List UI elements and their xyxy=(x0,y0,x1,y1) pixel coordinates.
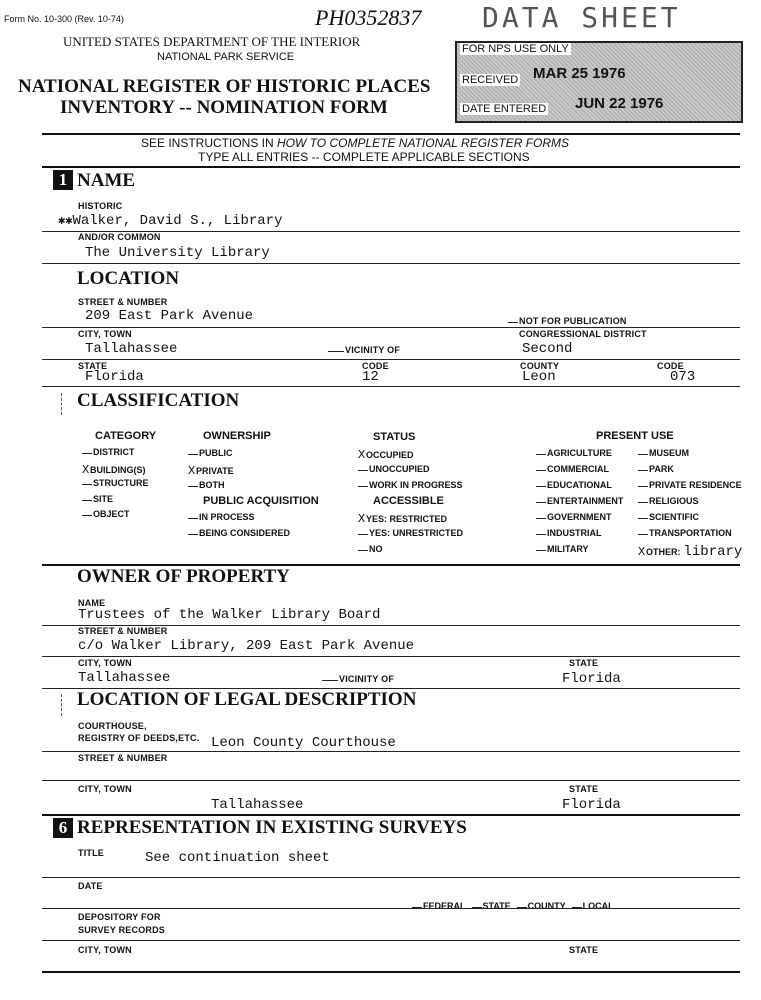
divider xyxy=(42,133,740,135)
checkbox-mark xyxy=(638,470,648,471)
received-label: RECEIVED xyxy=(462,74,519,86)
checkbox-mark xyxy=(82,515,92,516)
other-value: library xyxy=(683,544,743,560)
checkbox-mark xyxy=(358,534,368,535)
form-number: Form No. 10-300 (Rev. 10-74) xyxy=(4,14,124,24)
option-label: SITE xyxy=(93,493,114,504)
option-label: PARK xyxy=(649,464,674,474)
city-label: CITY, TOWN xyxy=(78,329,132,339)
level-county[interactable] xyxy=(517,901,566,911)
option-label: PUBLIC xyxy=(199,448,233,458)
checkbox-mark xyxy=(638,486,648,487)
section-title-name: NAME xyxy=(77,170,136,191)
county-code: 073 xyxy=(670,369,696,385)
use-commercial[interactable] xyxy=(536,464,609,474)
survey-title-label: TITLE xyxy=(78,848,104,858)
ownership-header: OWNERSHIP xyxy=(203,430,271,442)
option-label: UNOCCUPIED xyxy=(369,464,430,474)
state-code: 12 xyxy=(362,369,379,385)
legal-street-label: STREET & NUMBER xyxy=(78,753,168,763)
status-unoccupied[interactable] xyxy=(358,464,430,474)
checkbox-mark xyxy=(536,454,546,455)
ownership-private[interactable] xyxy=(188,464,234,478)
checkbox-mark xyxy=(358,550,368,551)
use-park[interactable] xyxy=(638,464,674,474)
code-label: CODE xyxy=(362,361,389,371)
option-label: STRUCTURE xyxy=(93,478,149,488)
nps-use-label: FOR NPS USE ONLY xyxy=(462,43,569,55)
option-label: OTHER: xyxy=(646,547,681,557)
divider xyxy=(42,263,740,264)
divider xyxy=(42,359,740,360)
option-label: COMMERCIAL xyxy=(547,464,609,474)
instructions-line1: SEE INSTRUCTIONS IN HOW TO COMPLETE NATIONAL REGISTER FORMS xyxy=(141,136,570,150)
checkbox-mark xyxy=(358,470,368,471)
checkbox-mark xyxy=(638,534,648,535)
congressional-label: CONGRESSIONAL DISTRICT xyxy=(519,329,647,339)
use-entertainment[interactable] xyxy=(536,496,623,506)
checkbox-mark xyxy=(638,502,648,503)
use-agriculture[interactable] xyxy=(536,448,612,458)
margin-mark xyxy=(61,694,62,716)
acquisition-being-considered[interactable] xyxy=(188,528,290,538)
ownership-both[interactable] xyxy=(188,480,225,490)
use-private-residence[interactable] xyxy=(638,480,742,490)
divider xyxy=(42,814,740,816)
checkbox-mark xyxy=(188,486,198,487)
status-header: STATUS xyxy=(373,431,416,443)
checkbox-mark: X xyxy=(188,464,196,478)
congressional-value: Second xyxy=(522,341,573,357)
checkbox-mark xyxy=(536,550,546,551)
checkbox-mark: X xyxy=(82,462,90,477)
use-industrial[interactable] xyxy=(536,528,602,538)
option-label: NO xyxy=(369,544,383,554)
stamp-id: PH0352837 xyxy=(315,5,422,30)
divider xyxy=(42,940,740,941)
checkbox-mark xyxy=(82,484,92,485)
street-value: 209 East Park Avenue xyxy=(85,308,254,324)
section-title-location: LOCATION xyxy=(77,268,180,289)
option-label: WORK IN PROGRESS xyxy=(369,480,463,490)
divider xyxy=(42,166,740,168)
category-district[interactable] xyxy=(82,447,135,457)
county-label: COUNTY xyxy=(520,361,560,371)
checkbox-mark xyxy=(638,454,648,455)
margin-mark xyxy=(61,393,62,415)
divider xyxy=(42,971,740,973)
option-label: AGRICULTURE xyxy=(547,448,612,458)
category-structure[interactable] xyxy=(82,478,149,488)
courthouse-label: COURTHOUSE, xyxy=(78,721,147,731)
option-label: MUSEUM xyxy=(649,448,689,458)
survey-levels xyxy=(412,896,620,914)
accessible-no[interactable] xyxy=(358,544,383,554)
level-state[interactable] xyxy=(472,901,511,911)
common-value: The University Library xyxy=(85,245,270,261)
county-value: Leon xyxy=(522,369,556,385)
option-label: BOTH xyxy=(199,480,225,490)
section-number-1: 1 xyxy=(53,170,73,190)
owner-vicinity-label: VICINITY OF xyxy=(322,674,394,684)
nps-use-box xyxy=(455,41,743,123)
divider xyxy=(42,780,740,781)
survey-state-label: STATE xyxy=(569,945,599,955)
not-for-publication: NOT FOR PUBLICATION xyxy=(508,316,627,326)
divider xyxy=(42,751,740,752)
category-site[interactable] xyxy=(82,494,113,504)
use-other[interactable] xyxy=(638,544,742,560)
owner-street-label: STREET & NUMBER xyxy=(78,626,168,636)
use-military[interactable] xyxy=(536,544,589,554)
checkbox-mark xyxy=(536,470,546,471)
instructions-line2: TYPE ALL ENTRIES -- COMPLETE APPLICABLE SECTIONS xyxy=(198,150,530,164)
option-label: YES: UNRESTRICTED xyxy=(369,528,464,538)
option-label: MILITARY xyxy=(547,544,589,554)
divider xyxy=(42,908,740,909)
department: UNITED STATES DEPARTMENT OF THE INTERIOR xyxy=(63,34,361,49)
section-title-owner: OWNER OF PROPERTY xyxy=(77,566,290,587)
option-label: EDUCATIONAL xyxy=(547,480,612,490)
city-value: Tallahassee xyxy=(85,341,178,357)
legal-city-label: CITY, TOWN xyxy=(78,784,132,794)
form-title-line1: NATIONAL REGISTER OF HISTORIC PLACES xyxy=(18,76,431,97)
section-title-surveys: REPRESENTATION IN EXISTING SURVEYS xyxy=(77,817,467,838)
section-number-6: 6 xyxy=(53,818,73,838)
use-religious[interactable] xyxy=(638,496,699,506)
option-label: FEDERAL xyxy=(423,901,466,911)
present-use-header: PRESENT USE xyxy=(596,430,674,442)
owner-state-label: STATE xyxy=(569,658,599,668)
depository-label-2: SURVEY RECORDS xyxy=(78,925,165,935)
category-header: CATEGORY xyxy=(95,430,157,442)
public-acquisition-header: PUBLIC ACQUISITION xyxy=(203,495,319,507)
accessible-header: ACCESSIBLE xyxy=(373,495,444,507)
option-label: BUILDING(S) xyxy=(90,464,146,475)
date-entered-label: DATE ENTERED xyxy=(462,103,547,115)
option-label: TRANSPORTATION xyxy=(649,528,732,538)
street-label: STREET & NUMBER xyxy=(78,297,168,307)
option-label: RELIGIOUS xyxy=(649,496,699,506)
option-label: OCCUPIED xyxy=(366,450,414,460)
survey-title-value: See continuation sheet xyxy=(145,850,330,866)
category-object[interactable] xyxy=(82,509,130,519)
checkbox-mark xyxy=(358,486,368,487)
option-label: IN PROCESS xyxy=(199,512,255,522)
historic-label: HISTORIC xyxy=(78,201,123,211)
option-label: OBJECT xyxy=(93,509,130,519)
level-federal[interactable] xyxy=(412,901,466,911)
option-label: PRIVATE RESIDENCE xyxy=(649,480,742,490)
owner-city-label: CITY, TOWN xyxy=(78,658,132,668)
divider xyxy=(42,656,740,657)
divider xyxy=(42,327,740,328)
survey-city-label: CITY, TOWN xyxy=(78,945,132,955)
status-occupied[interactable] xyxy=(358,448,414,462)
use-government[interactable] xyxy=(536,512,612,522)
historic-value: ✱✱Walker, David S., Library xyxy=(58,213,283,229)
checkbox-mark xyxy=(188,454,198,455)
use-scientific[interactable] xyxy=(638,512,699,522)
checkbox-mark: X xyxy=(358,512,366,526)
owner-name-label: NAME xyxy=(78,598,106,608)
category-building-s[interactable] xyxy=(82,463,146,477)
form-title-line2: INVENTORY -- NOMINATION FORM xyxy=(60,97,388,118)
status-work-in-progress[interactable] xyxy=(358,480,463,490)
registry-label: REGISTRY OF DEEDS,ETC. xyxy=(78,733,200,743)
survey-date-label: DATE xyxy=(78,881,103,891)
checkbox-mark xyxy=(188,534,198,535)
received-date: MAR 25 1976 xyxy=(533,65,626,82)
divider xyxy=(42,386,740,387)
owner-name-value: Trustees of the Walker Library Board xyxy=(78,607,381,623)
owner-city-value: Tallahassee xyxy=(78,670,171,686)
state-value: Florida xyxy=(85,369,144,385)
courthouse-value: Leon County Courthouse xyxy=(211,735,396,751)
option-label: ENTERTAINMENT xyxy=(547,496,624,506)
section-title-legal: LOCATION OF LEGAL DESCRIPTION xyxy=(77,689,417,710)
option-label: PRIVATE xyxy=(196,466,234,476)
acquisition-in-process[interactable] xyxy=(188,512,255,522)
ownership-public[interactable] xyxy=(188,448,233,458)
option-label: STATE xyxy=(482,901,511,911)
data-sheet-stamp: DATA SHEET xyxy=(482,1,681,34)
accessible-yes-unrestricted[interactable] xyxy=(358,528,463,538)
state-label: STATE xyxy=(78,361,108,371)
option-label: YES: RESTRICTED xyxy=(366,514,448,524)
checkbox-mark: X xyxy=(358,448,366,462)
option-label: COUNTY xyxy=(527,901,566,911)
checkbox-mark xyxy=(638,518,648,519)
level-local[interactable] xyxy=(572,901,614,911)
checkbox-mark xyxy=(82,453,92,454)
owner-street-value: c/o Walker Library, 209 East Park Avenue xyxy=(78,638,415,654)
use-educational[interactable] xyxy=(536,480,612,490)
accessible-yes-restricted[interactable] xyxy=(358,512,447,526)
county-code-label: CODE xyxy=(657,361,684,371)
option-label: GOVERNMENT xyxy=(547,512,612,522)
checkbox-mark xyxy=(536,502,546,503)
legal-state-label: STATE xyxy=(569,784,599,794)
checkbox-mark xyxy=(82,500,92,501)
section-title-classification: CLASSIFICATION xyxy=(77,390,240,411)
owner-state-value: Florida xyxy=(562,671,621,687)
use-transportation[interactable] xyxy=(638,528,732,538)
option-label: BEING CONSIDERED xyxy=(199,528,291,538)
option-label: LOCAL xyxy=(582,901,614,911)
service: NATIONAL PARK SERVICE xyxy=(157,51,295,63)
checkbox-mark xyxy=(536,518,546,519)
depository-label-1: DEPOSITORY FOR xyxy=(78,912,161,922)
use-museum[interactable] xyxy=(638,448,689,458)
checkbox-mark xyxy=(536,486,546,487)
legal-city-value: Tallahassee xyxy=(211,797,304,813)
option-label: SCIENTIFIC xyxy=(649,512,700,522)
checkbox-mark: X xyxy=(638,545,646,559)
date-entered: JUN 22 1976 xyxy=(575,95,664,112)
option-label: DISTRICT xyxy=(93,447,135,457)
legal-state-value: Florida xyxy=(562,797,621,813)
divider xyxy=(42,877,740,878)
and-or-common-label: AND/OR COMMON xyxy=(78,232,161,242)
vicinity-label: VICINITY OF xyxy=(328,345,400,355)
option-label: INDUSTRIAL xyxy=(547,528,602,538)
checkbox-mark xyxy=(536,534,546,535)
checkbox-mark xyxy=(188,518,198,519)
